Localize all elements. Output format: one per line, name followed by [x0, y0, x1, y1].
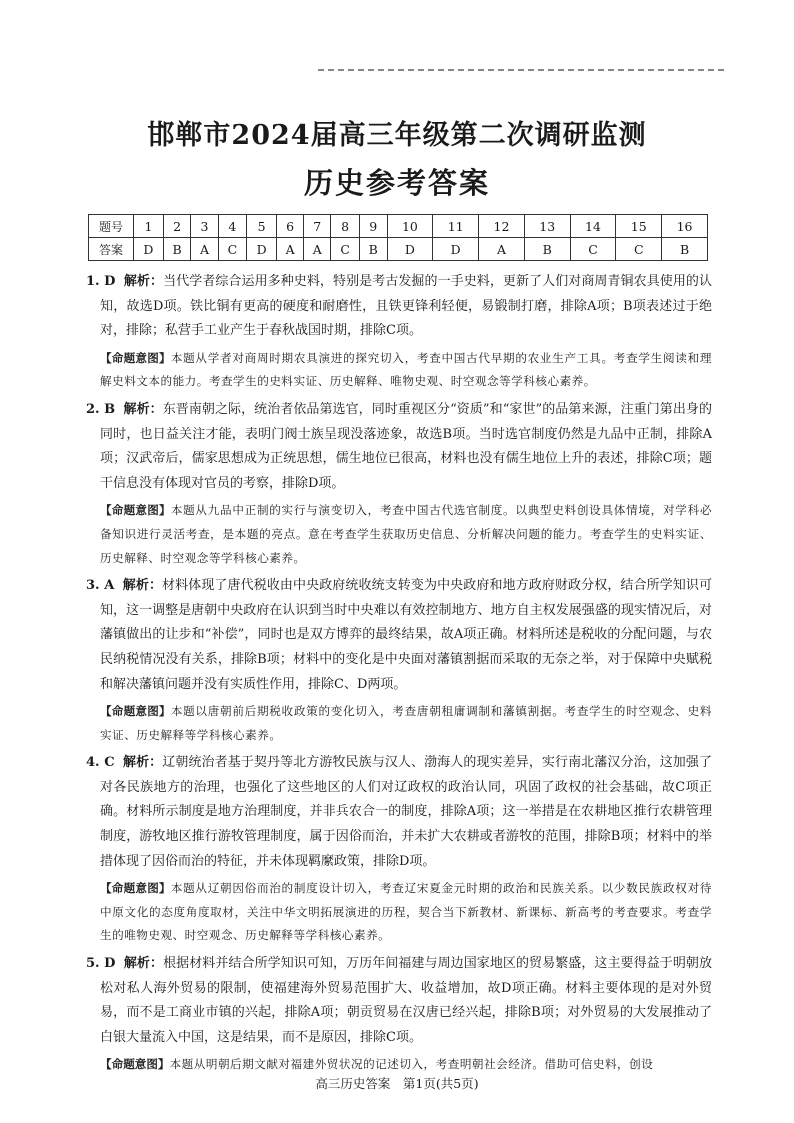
- question-number-cell: 5: [247, 215, 277, 238]
- answer-cell: C: [570, 238, 616, 261]
- intent-note-3: [86, 700, 712, 747]
- answer-cell: B: [163, 238, 191, 261]
- intent-text: 本题从辽朝因俗而治的制度设计切入，考查辽宋夏金元时期的政治和民族关系。以少数民族政权对待中原文化的态度角度取材，关注中华文明拓展演进的历程，契合当下新教材、新课标、新高考的考查要求。考查学生的唯物史观、时空观念、历史解释等学科核心素养。: [100, 881, 712, 943]
- question-number-cell: 16: [662, 215, 708, 238]
- answer-cell: A: [277, 238, 304, 261]
- question-number-row: [89, 215, 708, 238]
- page-footer: 高三历史答案 第1页(共5页): [315, 1076, 479, 1091]
- answer-cell: B: [662, 238, 708, 261]
- answer-cell: C: [616, 238, 662, 261]
- answer-table: [88, 214, 708, 261]
- answer-cell: B: [524, 238, 570, 261]
- answer-cell: D: [247, 238, 277, 261]
- answer-cell: D: [387, 238, 433, 261]
- question-number-cell: 6: [277, 215, 304, 238]
- analysis-text: 东晋南朝之际，统治者依品第选官，同时重视区分“资质”和“家世”的品第来源，注重门第出身的同时，也日益关注才能，表明门阀士族呈现没落迹象，故选B项。当时选官制度仍然是九品中正制，排除A项；汉武帝后，儒家思想成为正统思想，儒生地位已很高，材料也没有儒生地位上升的表述，排除C项；题干信息没有体现对官员的考察，排除D项。: [100, 401, 712, 491]
- analysis-text: 辽朝统治者基于契丹等北方游牧民族与汉人、渤海人的现实差异，实行南北藩汉分治，这加强了对各民族地方的治理，也强化了这些地区的人们对辽政权的政治认同，巩固了政权的社会基础，故C项正确。材料所示制度是地方治理制度，并非兵农合一的制度，排除A项；这一举措是在农耕地区推行农耕管理制度，游牧地区推行游牧管理制度，属于因俗而治，并未扩大农耕或者游牧的范围，排除B项；材料中的举措体现了因俗而治的特征，并未体现羁縻政策，排除D项。: [100, 755, 712, 869]
- analysis-label: 解析：: [122, 578, 163, 594]
- question-number-cell: 11: [433, 215, 479, 238]
- intent-text: 本题从明朝后期文献对福建外贸状况的记述切入，考查明朝社会经济。借助可信史料，创设: [169, 1057, 654, 1072]
- analysis-label: 解析：: [123, 401, 163, 417]
- question-number-cell: 10: [387, 215, 433, 238]
- intent-text: 本题以唐朝前后期税收政策的变化切入，考查唐朝租庸调制和藩镇割据。考查学生的时空观念、史料实证、历史解释等学科核心素养。: [100, 704, 712, 742]
- question-answer-label: 3. A: [86, 578, 115, 594]
- question-number-cell: 2: [163, 215, 191, 238]
- row-label-question: 题号: [89, 215, 134, 238]
- analysis-label: 解析：: [123, 956, 164, 972]
- question-answer-label: 2. B: [86, 401, 116, 417]
- explanation-item-5: [86, 952, 712, 1050]
- row-label-answer: 答案: [89, 238, 134, 261]
- explanation-item-2: [86, 398, 712, 496]
- question-answer-label: 4. C: [86, 755, 115, 771]
- answer-cell: C: [218, 238, 247, 261]
- intent-note-2: [86, 499, 712, 570]
- intent-label: 【命题意图】: [100, 704, 171, 719]
- explanation-item-1: [86, 270, 712, 344]
- answer-cell: D: [134, 238, 164, 261]
- intent-text: 本题从九品中正制的实行与演变切入，考查中国古代选官制度。以典型史料创设具体情境，对学科必备知识进行灵活考查，是本题的亮点。意在考查学生获取历史信息、分析解决问题的能力。考查学生的史料实证、历史解释、时空观念等学科核心素养。: [100, 503, 712, 565]
- question-number-cell: 15: [616, 215, 662, 238]
- analysis-label: 解析：: [123, 274, 164, 289]
- question-number-cell: 9: [359, 215, 387, 238]
- answer-row: [89, 238, 708, 261]
- intent-text: 本题从学者对商周时期农具演进的探究切入，考查中国古代早期的农业生产工具。考查学生阅读和理解史料文本的能力。考查学生的史料实证、历史解释、唯物史观、时空观念等学科核心素养。: [100, 350, 712, 389]
- answer-cell: A: [304, 238, 331, 261]
- question-number-cell: 14: [570, 215, 616, 238]
- answer-cell: D: [433, 238, 479, 261]
- question-number-cell: 3: [191, 215, 218, 238]
- explanation-item-3: [86, 574, 712, 697]
- question-number-cell: 1: [134, 215, 164, 238]
- answer-cell: B: [359, 238, 387, 261]
- analysis-text: 当代学者综合运用多种史料，特别是考古发掘的一手史料，更新了人们对商周青铜农具使用的认知，故选D项。铁比铜有更高的硬度和耐磨性，且铁更锋利轻便，易锻制打磨，排除A项；B项表述过于绝对，排除；私营手工业产生于春秋战国时期，排除C项。: [100, 274, 712, 339]
- explanation-item-4: [86, 751, 712, 874]
- analysis-text: 根据材料并结合所学知识可知，万历年间福建与周边国家地区的贸易繁盛，这主要得益于明朝放松对私人海外贸易的限制，使福建海外贸易范围扩大、收益增加，故D项正确。材料主要体现的是对外贸易，而不是工商业市镇的兴起，排除A项；朝贡贸易在汉唐已经兴起，排除B项；对外贸易的大发展推动了白银大量流入中国，这是结果，而不是原因，排除C项。: [100, 956, 712, 1045]
- question-number-cell: 4: [218, 215, 247, 238]
- answer-cell: A: [479, 238, 525, 261]
- page-subtitle: 历史参考答案: [303, 166, 490, 200]
- question-number-cell: 7: [304, 215, 331, 238]
- intent-label: 【命题意图】: [100, 350, 171, 365]
- analysis-label: 解析：: [123, 755, 163, 771]
- analysis-text: 材料体现了唐代税收由中央政府统收统支转变为中央政府和地方政府财政分权，结合所学知识可知，这一调整是唐朝中央政府在认识到当时中央难以有效控制地方、地方自主权发展强盛的现实情况后，对藩镇做出的让步和“补偿”，同时也是双方博弈的最终结果，故A项正确。材料所述是税收的分配问题，与农民纳税情况没有关系，排除B项；材料中的变化是中央面对藩镇割据而采取的无奈之举，对于保障中央赋税和解决藩镇问题并没有实质性作用，排除C、D两项。: [100, 578, 712, 692]
- question-answer-label: 1. D: [86, 274, 116, 289]
- answer-cell: A: [191, 238, 218, 261]
- header-decoration-bar: [318, 69, 724, 77]
- question-answer-label: 5. D: [86, 956, 116, 972]
- intent-note-1: [86, 347, 712, 394]
- intent-label: 【命题意图】: [100, 1057, 170, 1072]
- answer-cell: C: [331, 238, 360, 261]
- question-number-cell: 13: [524, 215, 570, 238]
- page-title: 邯郸市2024届高三年级第二次调研监测: [147, 120, 647, 151]
- intent-note-4: [86, 877, 712, 948]
- question-number-cell: 12: [479, 215, 525, 238]
- question-number-cell: 8: [331, 215, 360, 238]
- intent-label: 【命题意图】: [100, 881, 171, 896]
- intent-label: 【命题意图】: [100, 503, 171, 518]
- explanations: [86, 270, 712, 1081]
